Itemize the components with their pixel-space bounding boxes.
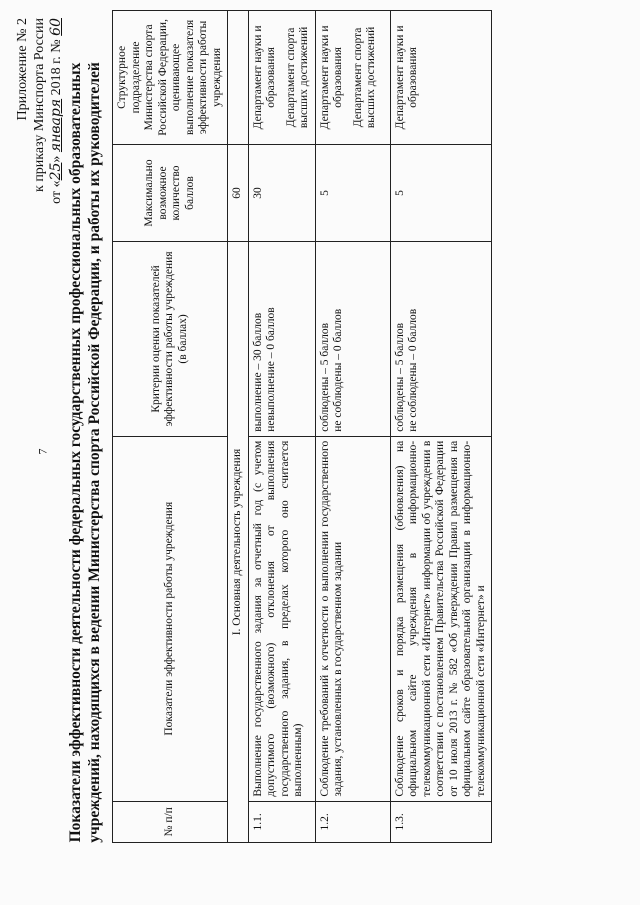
table-row [390,11,492,843]
row-department: Департамент науки и образования Департамент спорта высших достижений [248,11,315,145]
table-row [248,11,315,843]
header-max-points: Максимально возможное количество баллов [113,144,228,241]
row-indicator: Выполнение государственного задания за отчетный год (с учетом допустимого (возможного) отклонения от выполнения государственного задания, в пределах которого оно считается выполненным) [248,436,315,801]
row-num: 1.3. [390,801,492,842]
row-department: Департамент науки и образования Департамент спорта высших достижений [315,11,390,145]
row-num: 1.1. [248,801,315,842]
document-title: Показатели эффективности деятельности федеральных государственных профессиональных образовательных учреждений, находящихся в ведении Министерства спорта Российской Федерации, и работы их руководителей [67,62,103,843]
row-max-points: 5 [315,144,390,241]
appendix-number: Приложение № 2 [15,18,30,121]
row-criteria: соблюдены – 5 баллов не соблюдены – 0 баллов [315,242,390,437]
row-criteria: выполнение – 30 баллов невыполнение – 0 баллов [248,242,315,437]
row-department: Департамент науки и образования [390,11,492,145]
handwritten-day: 25 [48,162,64,181]
row-indicator: Соблюдение требований к отчетности о выполнении государственного задания, установленных в государственном задании [315,436,390,801]
table-header-row [113,11,228,843]
header-department: Структурное подразделение Министерства спорта Российской Федерации, оценивающее выполнение показателя эффективности работы учреждения [113,11,228,145]
section-max-points: 60 [228,144,249,241]
header-indicator: Показатели эффективности работы учреждения [113,436,228,801]
appendix-order-date: от «25» января 2018 г. № 60 [48,18,64,204]
section-row [228,11,249,843]
section-title: I. Основная деятельность учреждения [228,242,249,843]
row-num: 1.2. [315,801,390,842]
row-max-points: 5 [390,144,492,241]
header-num: № п/п [113,801,228,842]
row-max-points: 30 [248,144,315,241]
page-number: 7 [35,448,50,455]
handwritten-order-number: 60 [48,18,64,36]
appendix-order-ref: к приказу Минспорта России [32,18,47,192]
header-criteria: Критерии оценки показателей эффективности работы учреждения (в баллах) [113,242,228,437]
row-indicator: Соблюдение сроков и порядка размещения (обновления) на официальном сайте учреждения в информационно-телекоммуникационной сети «Интернет» информации об учреждении в соответствии с постановлением Правительства Российской Федерации от 10 июля 2013 г. № 582 «Об утверждении Правил размещения на официальном сайте образовательной организации в информационно-телекоммуникационной сети «Интернет» и [390,436,492,801]
handwritten-month: января [48,98,64,153]
indicators-table [112,10,492,843]
appendix-header [14,18,65,204]
row-criteria: соблюдены – 5 баллов не соблюдены – 0 баллов [390,242,492,437]
table-row [315,11,390,843]
